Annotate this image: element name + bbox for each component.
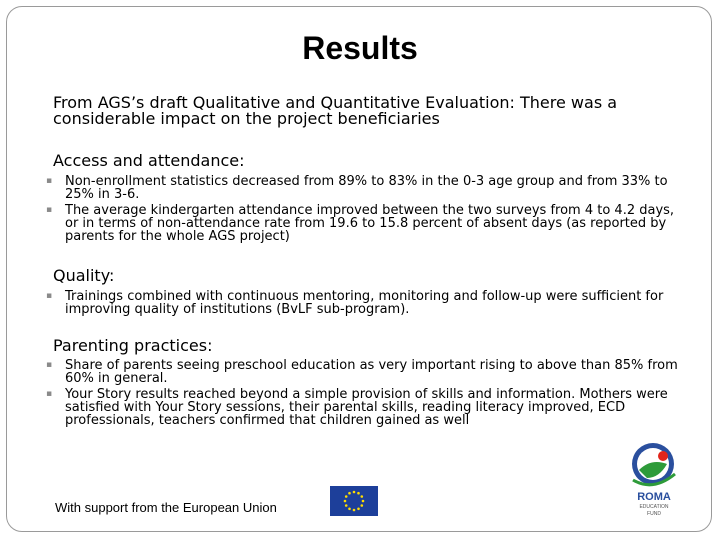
roma-education-fund-logo (625, 440, 683, 518)
bullet-list-access (0, 175, 720, 243)
list-item: ▪ Trainings combined with continuous mentoring, monitoring and follow-up were sufficient for improving quality of institutions (BvLF sub-program). (46, 289, 664, 317)
roma-logo-subtext-2: FUND (647, 511, 661, 517)
roma-logo-subtext: EDUCATION (639, 504, 669, 510)
bullet-icon: ▪ (46, 389, 53, 399)
bullet-list-parenting (0, 359, 720, 427)
bullet-icon: ▪ (46, 205, 53, 215)
list-item: ▪ The average kindergarten attendance improved between the two surveys from 4 to 4.2 days, or in terms of non-attendance rate from 19.6 to 15.8 percent of absent days (as reported by parents for the whole AGS project) (46, 203, 675, 244)
roma-logo-text: ROMA (637, 491, 671, 503)
list-item: ▪ Non-enrollment statistics decreased from 89% to 83% in the 0-3 age group and from 33% to 25% in 3-6. (46, 174, 668, 202)
list-item: ▪ Share of parents seeing preschool education as very important rising to above than 85% from 60% in general. (46, 358, 678, 386)
bullet-icon: ▪ (46, 176, 53, 186)
bullet-list-quality (0, 290, 720, 316)
bullet-icon: ▪ (46, 291, 53, 301)
eu-support-text: With support from the European Union (55, 500, 277, 515)
eu-stars-icon (330, 486, 378, 516)
bullet-icon: ▪ (46, 360, 53, 370)
intro-text: From AGS’s draft Qualitative and Quantitative Evaluation: There was a considerable impact on the project beneficiaries (53, 93, 618, 128)
section-heading-quality: Quality: (53, 266, 115, 285)
section-heading-access: Access and attendance: (53, 151, 245, 170)
section-heading-parenting: Parenting practices: (53, 336, 213, 355)
roma-logo-icon (625, 440, 683, 518)
eu-flag-icon (330, 486, 378, 516)
list-item: ▪ Your Story results reached beyond a simple provision of skills and information. Mothers were satisfied with Your Story sessions, their parental skills, reading literacy improved, ECD professionals, teachers confirmed that children gained as well (46, 387, 668, 428)
slide-title: Results (302, 30, 418, 66)
